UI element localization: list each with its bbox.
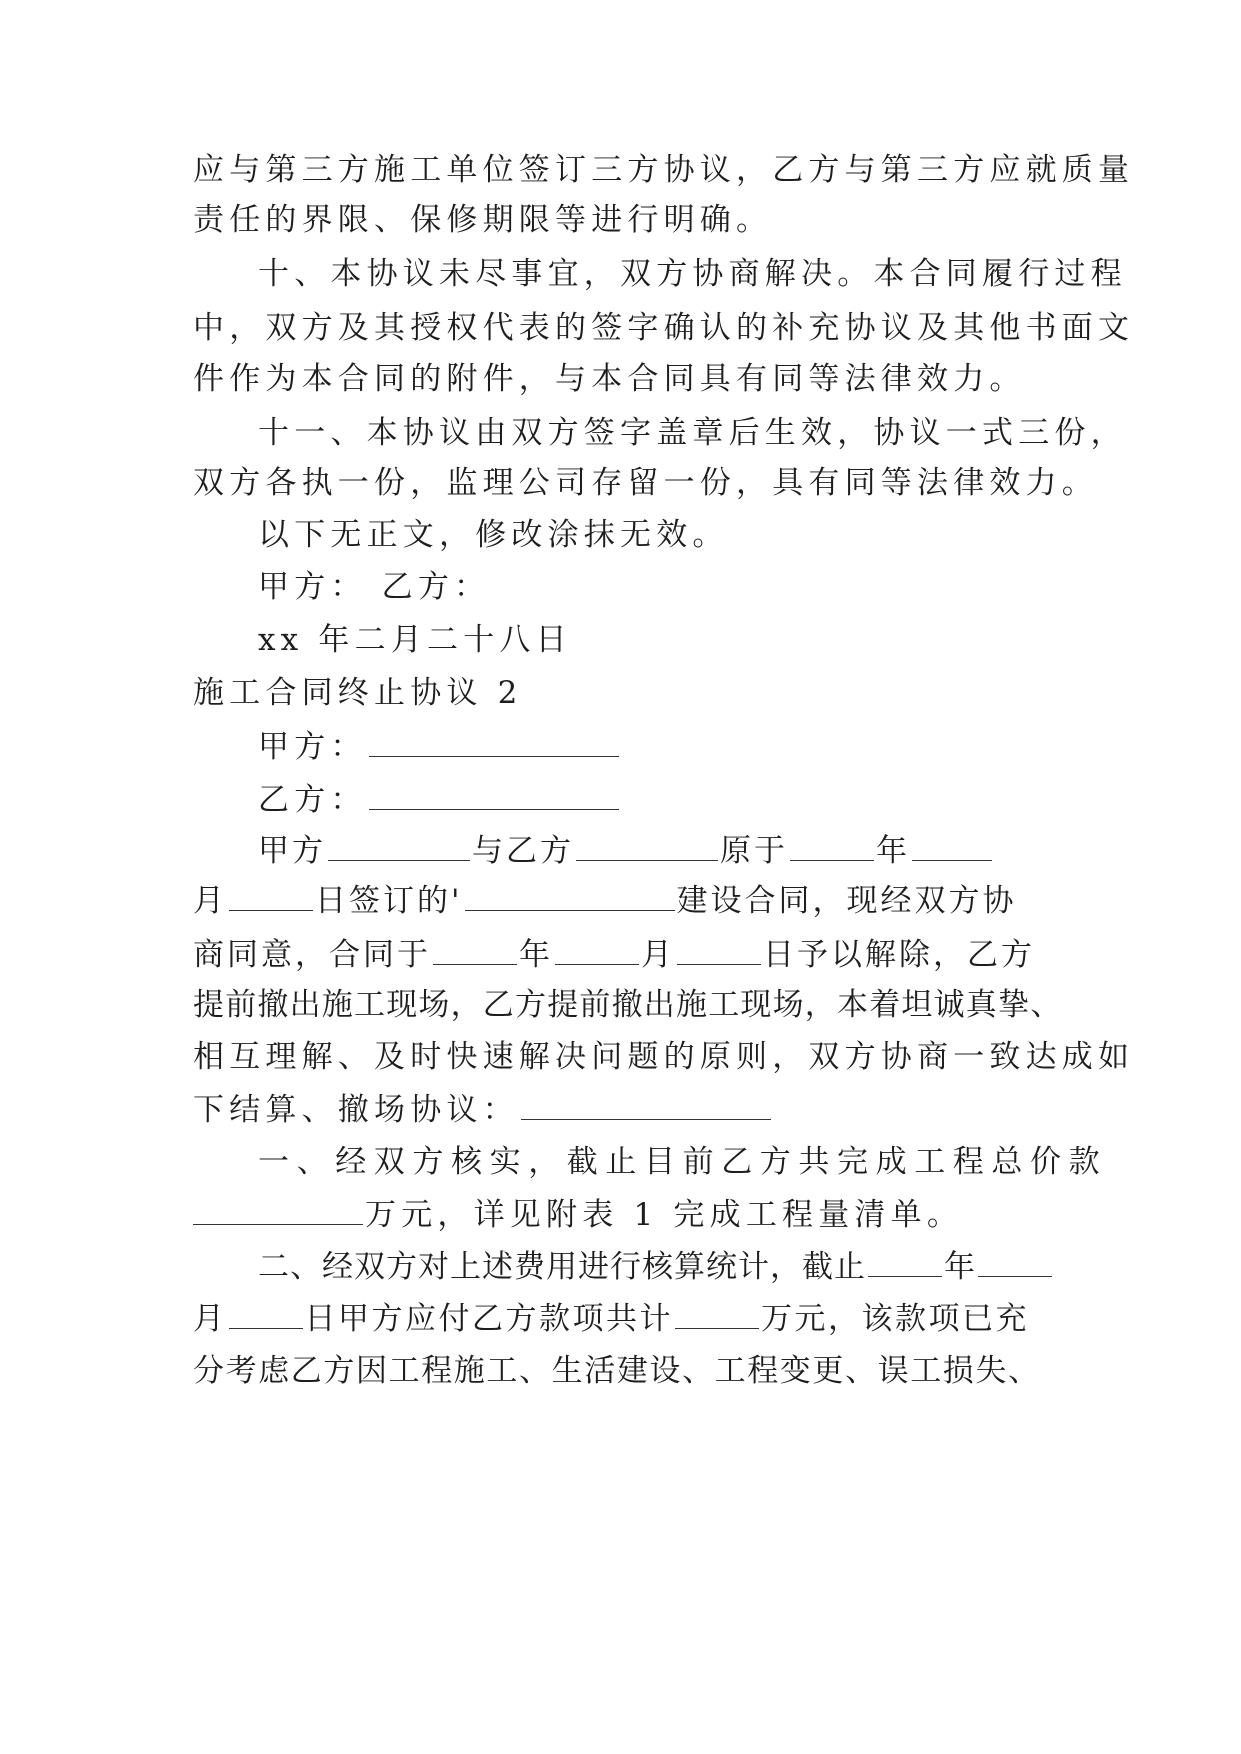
clause-ten-line: 十、本协议未尽事宜，双方协商解决。本合同履行过程 xyxy=(258,256,1127,292)
item-one-line: 一、经双方核实，截止目前乙方共完成工程总价款 xyxy=(258,1144,1108,1180)
text-line: 应与第三方施工单位签订三方协议，乙方与第三方应就质量 xyxy=(193,152,1135,188)
text-fragment: 月 xyxy=(193,883,227,919)
item-one-line xyxy=(193,1194,1053,1235)
party-a-line xyxy=(258,726,1118,767)
blank-field xyxy=(978,1246,1052,1277)
text-fragment: 二、经双方对上述费用进行核算统计，截止 xyxy=(258,1249,866,1285)
item-two-line xyxy=(193,1298,1053,1339)
blank-field xyxy=(328,830,470,861)
no-further-text-line: 以下无正文，修改涂抹无效。 xyxy=(258,517,729,553)
paragraph-line xyxy=(193,880,1053,921)
text-fragment: 年 xyxy=(944,1249,976,1285)
blank-field xyxy=(433,934,517,965)
blank-field xyxy=(193,1194,363,1225)
text-fragment: 万元，详见附表 1 完成工程量清单。 xyxy=(365,1197,964,1233)
text-fragment: 年 xyxy=(519,937,553,973)
blank-field xyxy=(521,1089,771,1120)
text-fragment: 日予以解除，乙方 xyxy=(763,937,1035,973)
item-two-line xyxy=(258,1246,1053,1287)
text-fragment: 下结算、撤场协议： xyxy=(193,1092,519,1128)
blank-field xyxy=(369,726,619,757)
blank-field xyxy=(790,830,874,861)
clause-eleven-line: 十一、本协议由双方签字盖章后生效，协议一式三份， xyxy=(258,415,1127,451)
blank-field xyxy=(229,1298,303,1329)
text-fragment: 建设合同，现经双方协 xyxy=(676,883,1017,919)
text-fragment: 日签订的' xyxy=(315,883,463,919)
text-fragment: 原于 xyxy=(720,833,788,869)
party-b-line xyxy=(258,779,1118,820)
party-b-label: 乙方： xyxy=(258,782,367,818)
blank-field xyxy=(675,1298,759,1329)
text-line: 双方各执一份，监理公司存留一份，具有同等法律效力。 xyxy=(193,465,1098,501)
text-fragment: 与乙方 xyxy=(472,833,574,869)
text-fragment: 甲方 xyxy=(258,833,326,869)
text-fragment: 万元，该款项已充 xyxy=(761,1301,1029,1337)
blank-field xyxy=(555,934,639,965)
blank-field xyxy=(229,880,313,911)
paragraph-line xyxy=(193,934,1053,975)
text-fragment: 商同意，合同于 xyxy=(193,937,431,973)
blank-field xyxy=(576,830,718,861)
blank-field xyxy=(465,880,675,911)
text-line: 中，双方及其授权代表的签字确认的补充协议及其他书面文 xyxy=(193,310,1135,346)
text-line: 责任的界限、保修期限等进行明确。 xyxy=(193,202,773,238)
blank-field xyxy=(369,779,619,810)
paragraph-line: 提前撤出施工现场，乙方提前撤出施工现场，本着坦诚真挚、 xyxy=(193,987,1063,1023)
text-line: 件作为本合同的附件，与本合同具有同等法律效力。 xyxy=(193,361,1026,397)
blank-field xyxy=(912,830,992,861)
paragraph-line: 相互理解、及时快速解决问题的原则，双方协商一致达成如 xyxy=(193,1039,1135,1075)
text-fragment: 日甲方应付乙方款项共计 xyxy=(304,1301,673,1337)
document-title: 施工合同终止协议 2 xyxy=(193,675,523,711)
blank-field xyxy=(677,934,761,965)
party-a-label: 甲方： xyxy=(258,729,367,765)
signature-parties-line: 甲方： 乙方： xyxy=(258,569,491,605)
blank-field xyxy=(868,1246,942,1277)
text-fragment: 年 xyxy=(876,833,910,869)
text-fragment: 月 xyxy=(193,1301,227,1337)
text-fragment: 月 xyxy=(641,937,675,973)
item-two-line: 分考虑乙方因工程施工、生活建设、工程变更、误工损失、 xyxy=(193,1353,1041,1389)
paragraph-line xyxy=(258,830,1053,871)
date-line: xx 年二月二十八日 xyxy=(258,622,572,658)
paragraph-line xyxy=(193,1089,1053,1130)
